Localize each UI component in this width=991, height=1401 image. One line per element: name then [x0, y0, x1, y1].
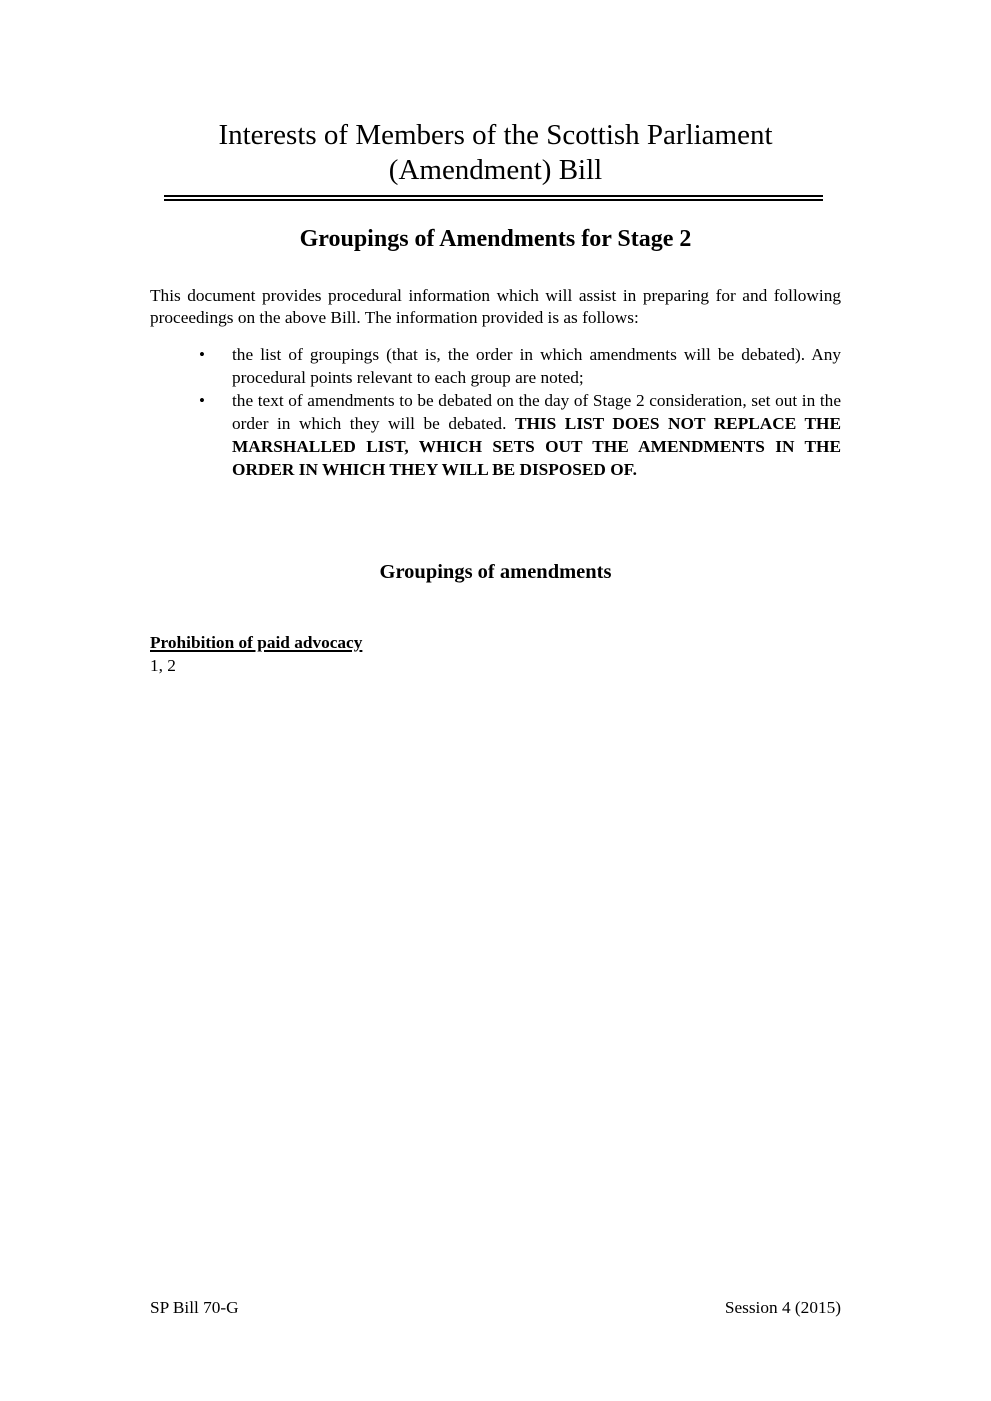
document-subtitle: Groupings of Amendments for Stage 2 [299, 226, 692, 252]
group-amendment-numbers: 1, 2 [150, 656, 176, 675]
information-list [150, 343, 841, 481]
list-item-bold-notice: THIS LIST DOES NOT REPLACE THE MARSHALLED LIST, WHICH SETS OUT THE AMENDMENTS IN THE ORDER IN WHICH THEY WILL BE DISPOSED OF. [232, 414, 842, 479]
footer-session: Session 4 (2015) [724, 1298, 841, 1317]
footer-bill-number: SP Bill 70-G [150, 1298, 239, 1317]
bullet-icon: • [199, 391, 205, 410]
list-item-text: the text of amendments to be debated on the day of Stage 2 consideration, set out in the order in which they will be debated. [232, 391, 841, 433]
list-item [150, 389, 841, 481]
bill-title-line-1: Interests of Members of the Scottish Parliament [218, 119, 773, 151]
bullet-icon: • [199, 345, 205, 364]
bill-title-line-2: (Amendment) Bill [388, 154, 603, 186]
rule-line-top [164, 195, 823, 197]
list-item [150, 343, 841, 389]
bill-title [150, 118, 841, 188]
list-item-text: the list of groupings (that is, the order in which amendments will be debated). Any procedural points relevant to each group are noted; [232, 345, 841, 387]
rule-line-bottom [164, 199, 823, 201]
group-title: Prohibition of paid advocacy [150, 633, 363, 652]
section-heading-groupings: Groupings of amendments [379, 561, 612, 583]
intro-paragraph: This document provides procedural information which will assist in preparing for and following proceedings on the above Bill. The information provided is as follows: [150, 286, 841, 327]
title-double-rule-divider [164, 195, 823, 201]
